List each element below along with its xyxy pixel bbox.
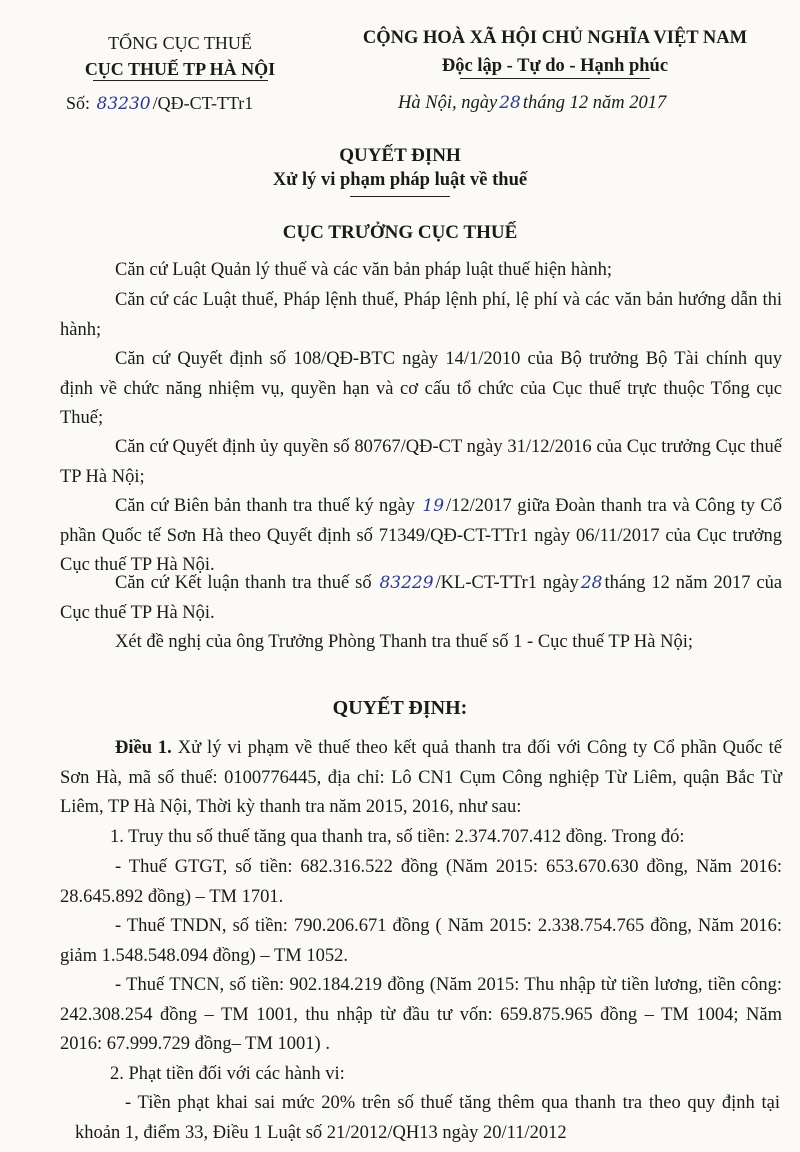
article-1 <box>60 734 782 823</box>
basis-paragraph: Căn cứ các Luật thuế, Pháp lệnh thuế, Pháp lệnh phí, lệ phí và các văn bản hướng dẫn thi hành; <box>60 290 782 340</box>
national-motto: Độc lập - Tự do - Hạnh phúc <box>441 56 669 76</box>
article-subitem: - Thuế TNDN, số tiền: 790.206.671 đồng ( Năm 2015: 2.338.754.765 đồng, Năm 2016: giảm 1.548.548.094 đồng) – TM 1052. <box>60 916 782 966</box>
document-subject: Xử lý vi phạm pháp luật về thuế <box>272 170 528 190</box>
article-item: 2. Phạt tiền đối với các hành vi: <box>110 1064 345 1084</box>
decision-heading: QUYẾT ĐỊNH: <box>332 697 468 719</box>
subject-underline <box>350 196 450 197</box>
nation-name: CỘNG HOÀ XÃ HỘI CHỦ NGHĨA VIỆT NAM <box>362 28 748 48</box>
agency-parent: TỔNG CỤC THUẾ <box>108 33 252 53</box>
article-text: Xử lý vi phạm về thuế theo kết quả thanh tra đối với Công ty Cổ phần Quốc tế Sơn Hà, mã số thuế: 0100776445, địa chỉ: Lô CN1 Cụm Công nghiệp Từ Liêm, quận Bắc Từ Liêm, TP Hà Nội, Thời kỳ thanh tra năm 2015, 2016, như sau: <box>60 738 783 817</box>
issuing-agency <box>55 30 305 81</box>
article-subitem: - Tiền phạt khai sai mức 20% trên số thuế tăng thêm qua thanh tra theo quy định tại khoản 1, điểm 33, Điều 1 Luật số 21/2012/QH13 ngày 20/11/2012 <box>75 1093 780 1143</box>
docno-prefix: Số: <box>66 93 91 113</box>
article-subitem: - Thuế GTGT, số tiền: 682.316.522 đồng (Năm 2015: 653.670.630 đồng, Năm 2016: 28.645.892 đồng) – TM 1701. <box>60 857 782 907</box>
national-header <box>330 24 780 79</box>
date-line <box>398 93 666 114</box>
article-subitem: - Thuế TNCN, số tiền: 902.184.219 đồng (Năm 2015: Thu nhập từ tiền lương, tiền công: 242.308.254 đồng – TM 1001, thu nhập từ đầu tư vốn: 659.875.965 đồng – TM 1004; Năm 2016: 67.999.729 đồng– TM 1001) . <box>60 975 782 1054</box>
basis-paragraph <box>60 492 782 581</box>
basis-paragraph <box>60 569 782 628</box>
basis-text: /12/2017 giữa Đoàn thanh tra và Công ty Cổ phần Quốc tế Sơn Hà theo Quyết định số 71349/QĐ-CT-TTr1 ngày 06/11/2017 của Cục trưởng Cục thuế TP Hà Nội. <box>60 496 782 575</box>
document-title: QUYẾT ĐỊNH <box>339 145 461 166</box>
handwritten-number: 83229 <box>379 573 434 593</box>
handwritten-day: 19 <box>422 496 445 516</box>
basis-text: Căn cứ Biên bản thanh tra thuế ký ngày <box>115 496 415 516</box>
authority-title: CỤC TRƯỞNG CỤC THUẾ <box>282 222 518 243</box>
document-number <box>66 93 253 114</box>
article-label: Điều 1. <box>115 738 172 758</box>
basis-paragraph: Căn cứ Quyết định ủy quyền số 80767/QĐ-CT ngày 31/12/2016 của Cục trưởng Cục thuế TP Hà Nội; <box>60 437 782 487</box>
basis-paragraph: Xét đề nghị của ông Trưởng Phòng Thanh tra thuế số 1 - Cục thuế TP Hà Nội; <box>115 632 694 652</box>
docno-suffix: /QĐ-CT-TTr1 <box>152 93 254 113</box>
agency-name: CỤC THUẾ TP HÀ NỘI <box>84 59 276 79</box>
handwritten-day: 28 <box>580 573 603 593</box>
date-day-handwritten: 28 <box>499 93 521 113</box>
basis-text: /KL-CT-TTr1 ngày <box>435 573 579 593</box>
basis-paragraph: Căn cứ Luật Quản lý thuế và các văn bản pháp luật thuế hiện hành; <box>115 260 613 280</box>
docno-handwritten: 83230 <box>96 94 151 114</box>
article-item: 1. Truy thu số thuế tăng qua thanh tra, số tiền: 2.374.707.412 đồng. Trong đó: <box>110 827 685 847</box>
basis-paragraph: Căn cứ Quyết định số 108/QĐ-BTC ngày 14/1/2010 của Bộ trưởng Bộ Tài chính quy định về chức năng nhiệm vụ, quyền hạn và cơ cấu tổ chức của Cục thuế trực thuộc Tổng cục Thuế; <box>60 349 782 428</box>
date-prefix: Hà Nội, ngày <box>398 93 498 113</box>
basis-text: Căn cứ Kết luận thanh tra thuế số <box>115 573 372 593</box>
basis-text: tháng 12 năm 2017 của Cục thuế TP Hà Nội. <box>60 573 783 623</box>
date-suffix: tháng 12 năm 2017 <box>522 93 667 113</box>
